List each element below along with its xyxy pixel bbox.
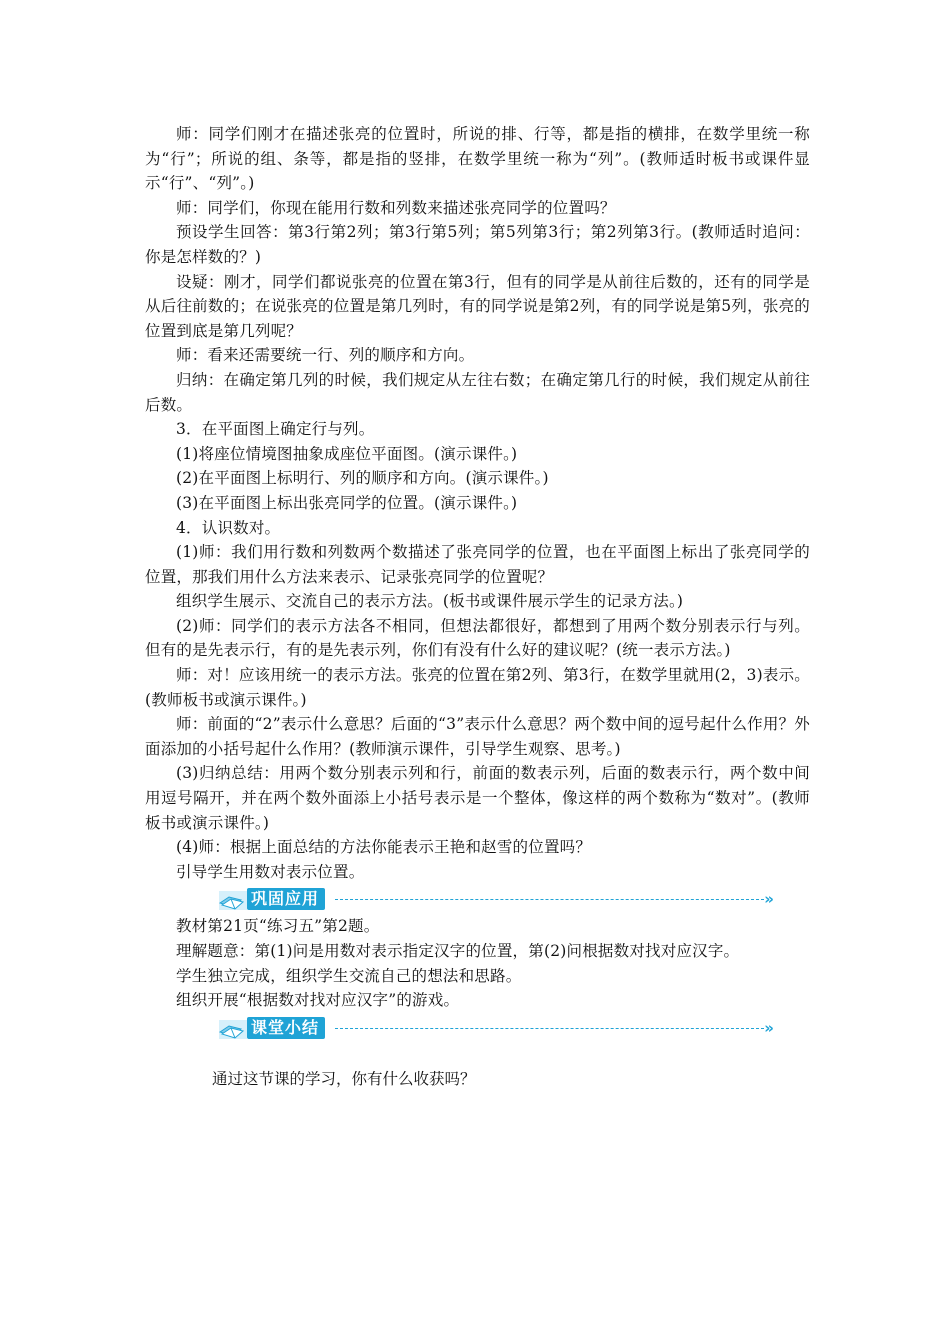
open-book-icon: [217, 1017, 247, 1039]
paragraph: 设疑：刚才，同学们都说张亮的位置在第3行，但有的同学是从前往后数的，还有的同学是从后往前数的；在说张亮的位置是第几列时，有的同学说是第2列，有的同学说是第5列，张亮的位置到底是第几列呢？: [145, 272, 810, 340]
dashed-divider: [335, 1028, 764, 1029]
spacer: [145, 1043, 810, 1067]
paragraph: 师：同学们刚才在描述张亮的位置时，所说的排、行等，都是指的横排，在数学里统一称为“行”；所说的组、条等，都是指的竖排，在数学里统一称为“列”。(教师适时板书或课件显示“行”、“列”。): [145, 125, 810, 193]
paragraph: 师：看来还需要统一行、列的顺序和方向。: [176, 346, 475, 365]
paragraph: (1)师：我们用行数和列数两个数描述了张亮同学的位置，也在平面图上标出了张亮同学的位置，那我们用什么方法来表示、记录张亮同学的位置呢？: [145, 543, 810, 586]
paragraph: 学生独立完成，组织学生交流自己的想法和思路。: [176, 966, 522, 985]
paragraph: 理解题意：第(1)问是用数对表示指定汉字的位置，第(2)问根据数对找对应汉字。: [176, 942, 740, 960]
paragraph: (3)在平面图上标出张亮同学的位置。(演示课件。): [176, 493, 518, 512]
paragraph: (2)在平面图上标明行、列的顺序和方向。(演示课件。): [176, 469, 549, 488]
summary-question: 通过这节课的学习，你有什么收获吗？: [212, 1069, 476, 1088]
lesson-body-part2: [145, 914, 810, 1012]
paragraph: (3)归纳总结：用两个数分别表示列和行，前面的数表示列，后面的数表示行，两个数中间用逗号隔开，并在两个数外面添上小括号表示是一个整体，像这样的两个数称为“数对”。(教师板书或演示课件。): [145, 764, 810, 832]
paragraph: 师：前面的“2”表示什么意思？后面的“3”表示什么意思？两个数中间的逗号起什么作用？外面添加的小括号起什么作用？(教师演示课件，引导学生观察、思考。): [145, 715, 810, 758]
section-banner-summary: [145, 1015, 810, 1043]
paragraph: 预设学生回答：第3行第2列；第3行第5列；第5列第3行；第2列第3行。(教师适时追问：你是怎样数的？): [145, 223, 810, 266]
document-page: [145, 122, 810, 1091]
paragraph: 归纳：在确定第几列的时候，我们规定从左往右数；在确定第几行的时候，我们规定从前往后数。: [145, 370, 810, 414]
paragraph: 师：同学们，你现在能用行数和列数来描述张亮同学的位置吗？: [176, 198, 616, 217]
banner-box: [217, 1017, 325, 1039]
paragraph: 4．认识数对。: [176, 518, 281, 537]
lesson-body-part1: [145, 122, 810, 884]
double-chevron-right-icon: »: [764, 1018, 770, 1037]
paragraph: 组织开展“根据数对找对应汉字”的游戏。: [176, 991, 460, 1010]
paragraph: 组织学生展示、交流自己的表示方法。(板书或课件展示学生的记录方法。): [176, 592, 684, 611]
paragraph: 师：对！应该用统一的表示方法。张亮的位置在第2列、第3行，在数学里就用(2，3)表示。(教师板书或演示课件。): [145, 666, 810, 709]
paragraph: (1)将座位情境图抽象成座位平面图。(演示课件。): [176, 444, 518, 463]
paragraph: 引导学生用数对表示位置。: [176, 862, 365, 881]
section-title: 课堂小结: [247, 1017, 325, 1039]
paragraph: (2)师：同学们的表示方法各不相同，但想法都很好，都想到了用两个数分别表示行与列。但有的是先表示行，有的是先表示列，你们有没有什么好的建议呢？(统一表示方法。): [145, 616, 810, 660]
paragraph: (4)师：根据上面总结的方法你能表示王艳和赵雪的位置吗？: [176, 838, 592, 857]
open-book-icon: [217, 888, 247, 910]
paragraph: 3．在平面图上确定行与列。: [176, 420, 375, 439]
section-banner-consolidate: [145, 886, 810, 914]
dashed-divider: [335, 899, 764, 900]
double-chevron-right-icon: »: [764, 890, 770, 909]
paragraph: 教材第21页“练习五”第2题。: [176, 917, 380, 936]
banner-box: [217, 888, 325, 910]
section-title: 巩固应用: [247, 888, 325, 910]
